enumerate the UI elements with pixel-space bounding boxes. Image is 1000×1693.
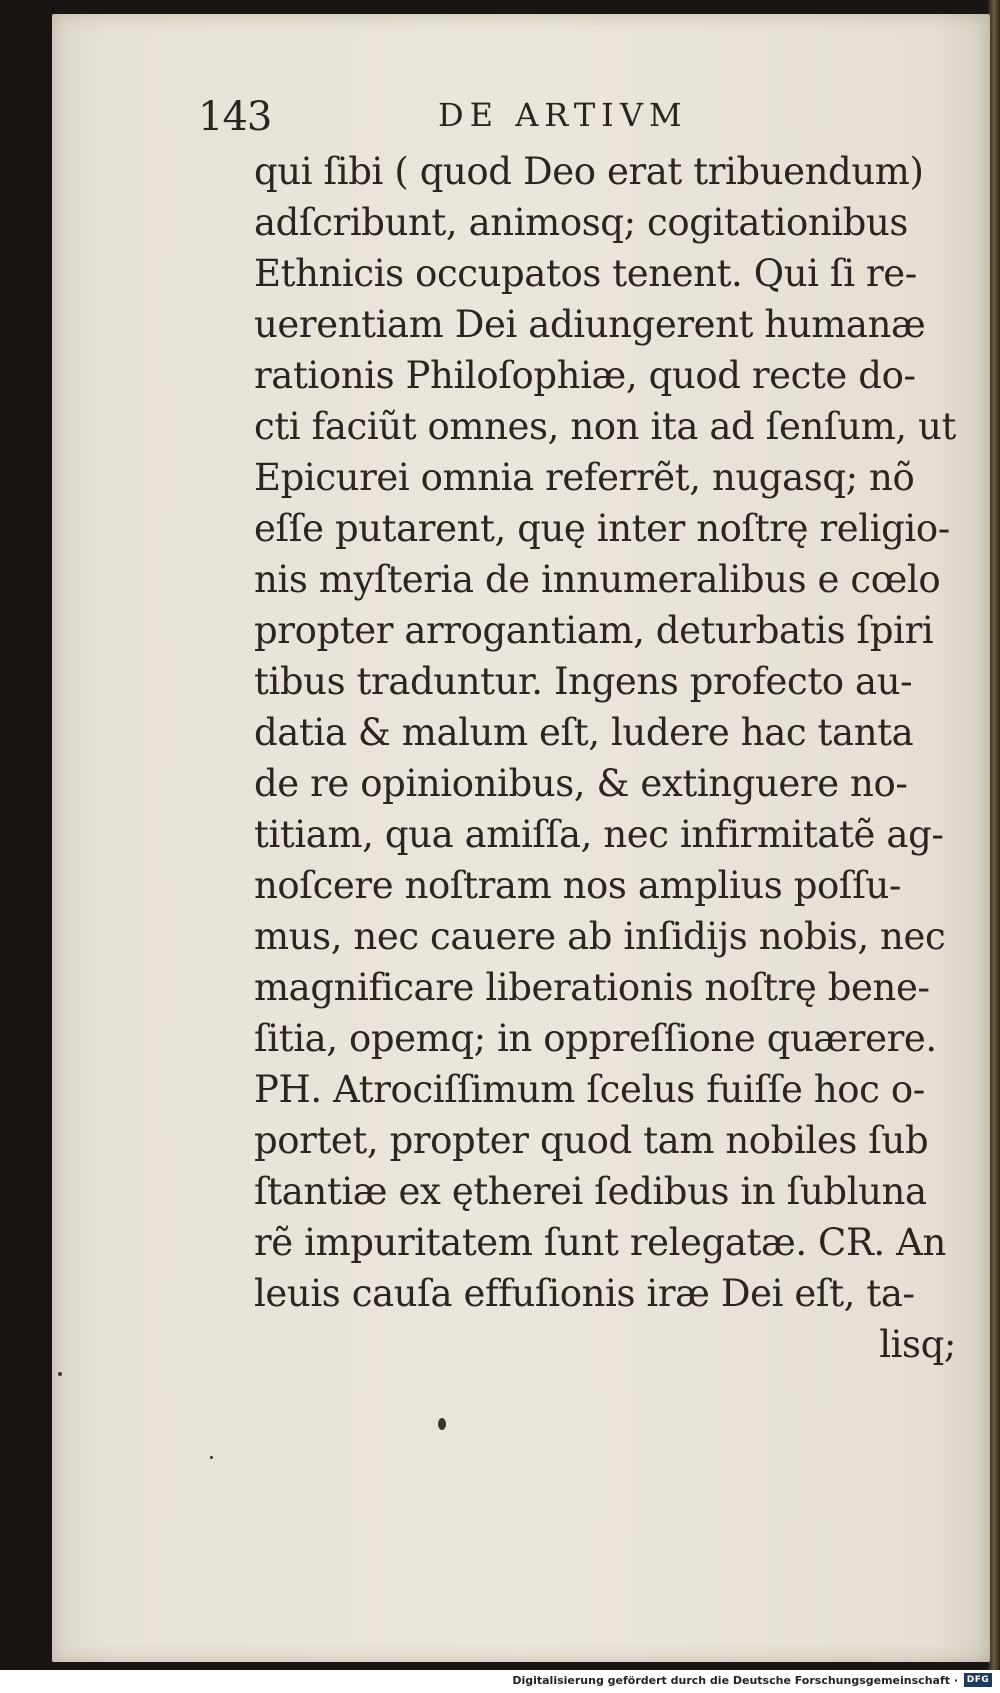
text-line: Epicurei omnia referrẽt, nugasq; nõ xyxy=(254,456,915,499)
text-line: propter arrogantiam, deturbatis ſpiri xyxy=(254,609,934,652)
text-line: eſſe putarent, quę inter noſtrę religio- xyxy=(254,507,950,550)
ink-blemish xyxy=(438,1418,446,1430)
catchword: lisq; xyxy=(879,1323,956,1366)
text-line: qui ſibi ( quod Deo erat tribuendum) xyxy=(254,150,924,193)
text-line: datia & malum eſt, ludere hac tanta xyxy=(254,711,914,754)
text-line: noſcere noſtram nos amplius poſſu- xyxy=(254,864,902,907)
text-line: portet, propter quod tam nobiles ſub xyxy=(254,1119,929,1162)
text-line: nis myſteria de innumeralibus e cœlo xyxy=(254,558,941,601)
running-head xyxy=(198,86,898,146)
body-text xyxy=(254,146,970,1370)
text-line: uerentiam Dei adiungerent humanæ xyxy=(254,303,926,346)
text-line: de re opinionibus, & extinguere no- xyxy=(254,762,908,805)
text-line: Ethnicis occupatos tenent. Qui ſi re- xyxy=(254,252,917,295)
dfg-logo: DFG xyxy=(964,1673,992,1687)
footer-bar xyxy=(0,1670,1000,1693)
text-line: adſcribunt, animosq; cogitationibus xyxy=(254,201,908,244)
text-line: rationis Philoſophiæ, quod recte do- xyxy=(254,354,916,397)
text-line: cti faciũt omnes, non ita ad ſenſum, ut xyxy=(254,405,956,448)
text-line: rẽ impuritatem ſunt relegatæ. CR. An xyxy=(254,1221,946,1264)
funding-credit: Digitalisierung gefördert durch die Deutsche Forschungsgemeinschaft · xyxy=(512,1674,958,1687)
text-line: ſtantiæ ex ętherei ſedibus in ſubluna xyxy=(254,1170,927,1213)
text-line: titiam, qua amiſſa, nec infirmitatẽ ag- xyxy=(254,813,944,856)
text-line: tibus traduntur. Ingens profecto au- xyxy=(254,660,913,703)
ink-blemish xyxy=(210,1456,213,1459)
ink-blemish xyxy=(58,1372,62,1376)
running-title: DE ARTIVM xyxy=(438,96,688,134)
page-number: 143 xyxy=(198,94,272,140)
text-line: mus, nec cauere ab inſidijs nobis, nec xyxy=(254,915,946,958)
text-line: PH. Atrociſſimum ſcelus fuiſſe hoc o- xyxy=(254,1068,925,1111)
text-line: ſitia, opemq; in oppreſſione quærere. xyxy=(254,1017,937,1060)
text-line: leuis cauſa effuſionis iræ Dei eſt, ta- xyxy=(254,1272,915,1315)
text-line: magnificare liberationis noſtrę bene- xyxy=(254,966,930,1009)
